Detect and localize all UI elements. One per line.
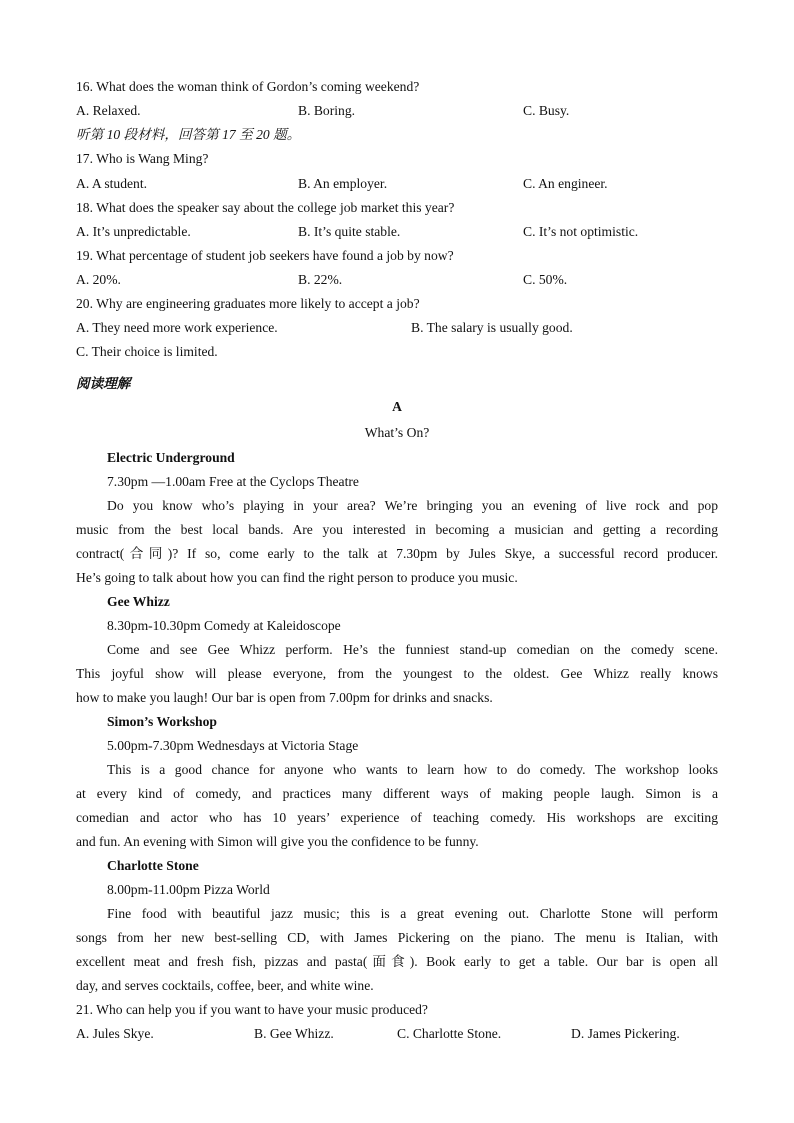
q18-option-a: A. It’s unpredictable. <box>76 224 191 239</box>
event-text-line: music from the best local bands. Are you interested in becoming a musician and getting a recording <box>76 522 718 537</box>
q21-option-a: A. Jules Skye. <box>76 1026 154 1041</box>
listening-instruction: 听第 10 段材料，回答第 17 至 20 题。 <box>76 127 301 142</box>
event-text-line: how to make you laugh! Our bar is open from 7.00pm for drinks and snacks. <box>76 690 493 705</box>
q17-option-c: C. An engineer. <box>523 176 608 191</box>
q21-option-c: C. Charlotte Stone. <box>397 1026 502 1041</box>
q21-option-b: B. Gee Whizz. <box>254 1026 334 1041</box>
q19-option-b: B. 22%. <box>298 272 343 287</box>
question-21-stem: 21. Who can help you if you want to have your music produced? <box>76 1002 428 1017</box>
event-time: 7.30pm —1.00am Free at the Cyclops Theatre <box>107 474 359 489</box>
question-18-stem: 18. What does the speaker say about the college job market this year? <box>76 200 455 215</box>
event-text-line: This joyful show will please everyone, from the youngest to the oldest. Gee Whizz really knows <box>76 666 718 681</box>
event-name: Simon’s Workshop <box>107 714 217 729</box>
passage-title: What’s On? <box>364 425 430 440</box>
q20-option-c: C. Their choice is limited. <box>76 344 218 359</box>
event-text-line: Come and see Gee Whizz perform. He’s the funniest stand-up comedian on the comedy scene. <box>107 642 718 657</box>
q16-option-c: C. Busy. <box>523 103 570 118</box>
event-name: Charlotte Stone <box>107 858 199 873</box>
q20-option-a: A. They need more work experience. <box>76 320 278 335</box>
event-text-line: day, and serves cocktails, coffee, beer, and white wine. <box>76 978 374 993</box>
q21-option-d: D. James Pickering. <box>571 1026 680 1041</box>
q17-option-b: B. An employer. <box>298 176 388 191</box>
q20-option-b: B. The salary is usually good. <box>411 320 573 335</box>
event-name: Electric Underground <box>107 450 235 465</box>
passage-letter: A <box>392 399 402 414</box>
event-text-line: contract(合同)? If so, come early to the talk at 7.30pm by Jules Skye, a successful record producer. <box>76 546 718 561</box>
event-text-line: This is a good chance for anyone who wants to learn how to do comedy. The workshop looks <box>107 762 718 777</box>
event-text-line: He’s going to talk about how you can find the right person to produce you music. <box>76 570 518 585</box>
question-17-stem: 17. Who is Wang Ming? <box>76 151 209 166</box>
event-text-line: comedian and actor who has 10 years’ experience of teaching comedy. His workshops are exciting <box>76 810 718 825</box>
event-text-line: Fine food with beautiful jazz music; this is a great evening out. Charlotte Stone will perform <box>107 906 718 921</box>
question-16-stem: 16. What does the woman think of Gordon’s coming weekend? <box>76 79 420 94</box>
q19-option-c: C. 50%. <box>523 272 568 287</box>
q17-option-a: A. A student. <box>76 176 147 191</box>
event-text-line: songs from her new best-selling CD, with James Pickering on the piano. The menu is Italian, with <box>76 930 718 945</box>
event-text-line: at every kind of comedy, and practices many different ways of making people laugh. Simon is a <box>76 786 718 801</box>
q18-option-c: C. It’s not optimistic. <box>523 224 639 239</box>
section-title: 阅读理解 <box>76 376 131 391</box>
q18-option-b: B. It’s quite stable. <box>298 224 401 239</box>
event-text-line: excellent meat and fresh fish, pizzas and pasta(面食). Book early to get a table. Our bar is open all <box>76 954 718 969</box>
question-20-stem: 20. Why are engineering graduates more likely to accept a job? <box>76 296 420 311</box>
event-time: 5.00pm-7.30pm Wednesdays at Victoria Stage <box>107 738 359 753</box>
q16-option-a: A. Relaxed. <box>76 103 141 118</box>
q19-option-a: A. 20%. <box>76 272 121 287</box>
event-time: 8.00pm-11.00pm Pizza World <box>107 882 270 897</box>
event-text-line: and fun. An evening with Simon will give you the confidence to be funny. <box>76 834 479 849</box>
question-19-stem: 19. What percentage of student job seekers have found a job by now? <box>76 248 454 263</box>
event-name: Gee Whizz <box>107 594 170 609</box>
q16-option-b: B. Boring. <box>298 103 356 118</box>
event-time: 8.30pm-10.30pm Comedy at Kaleidoscope <box>107 618 341 633</box>
event-text-line: Do you know who’s playing in your area? We’re bringing you an evening of live rock and pop <box>107 498 718 513</box>
